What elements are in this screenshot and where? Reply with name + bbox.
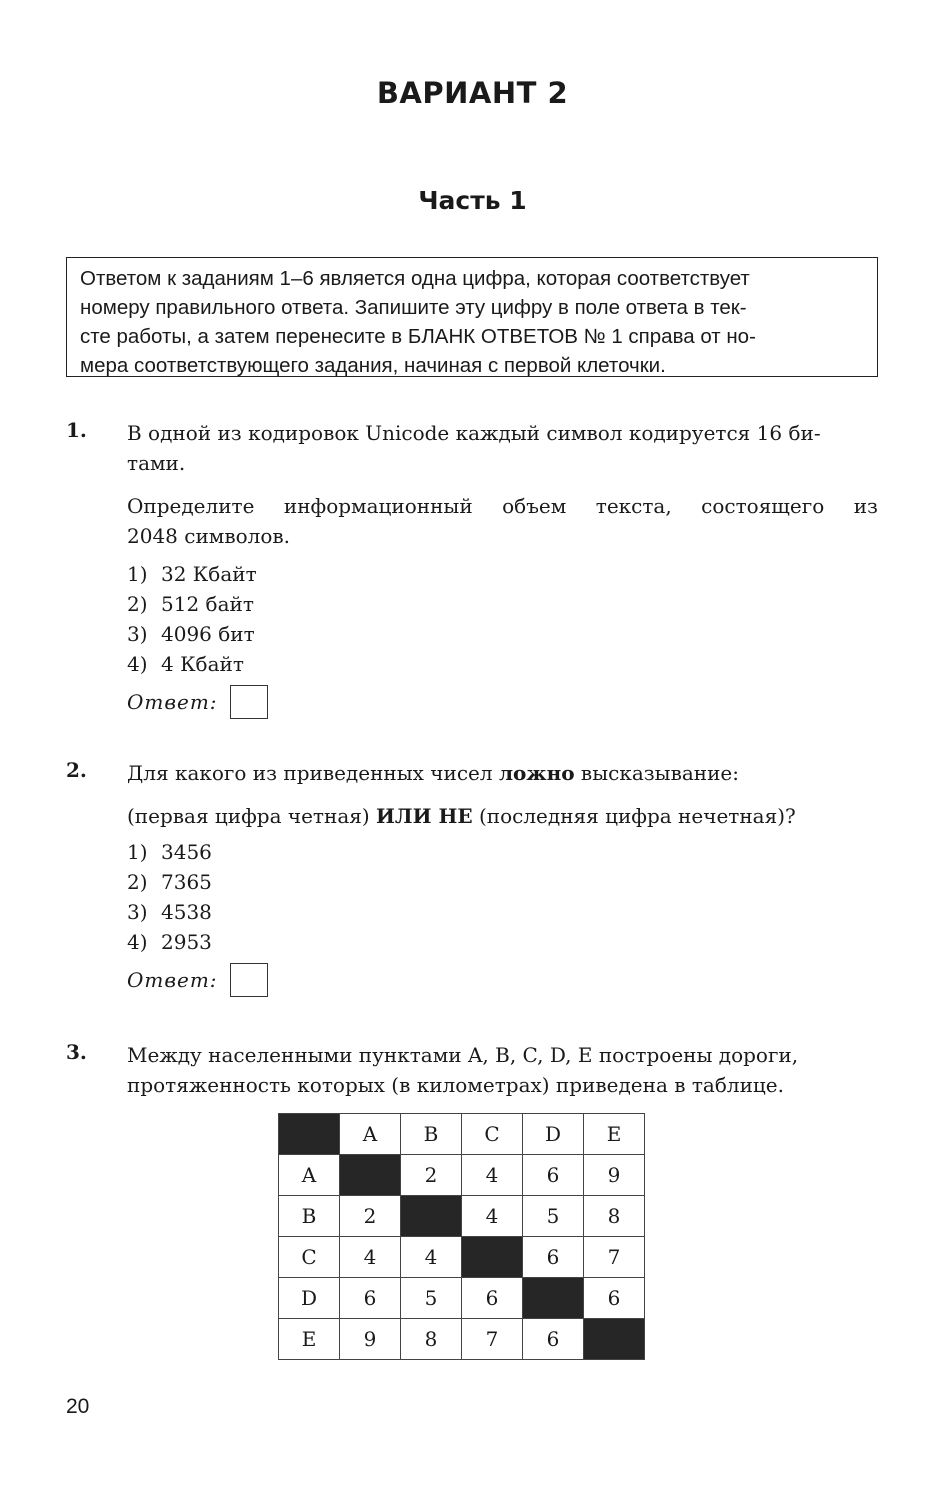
option-item (127, 867, 878, 897)
table-cell: 9 (340, 1319, 401, 1360)
question-word: состоящего (701, 494, 825, 518)
table-cell: 8 (401, 1319, 462, 1360)
task-number: 1. (66, 418, 87, 442)
option-number: 1) (127, 840, 148, 864)
table-row-label: D (279, 1278, 340, 1319)
answer-label: Ответ: (127, 690, 218, 714)
table-header-cell: E (584, 1114, 645, 1155)
table-cell: 6 (462, 1278, 523, 1319)
option-item (127, 559, 878, 589)
task-body (127, 758, 878, 997)
question-word: информационный (283, 494, 473, 518)
table-diagonal-cell (584, 1319, 645, 1360)
table-row-label: B (279, 1196, 340, 1237)
options-list (127, 837, 878, 957)
table-row-label: C (279, 1237, 340, 1278)
option-text: 4 Кбайт (161, 652, 244, 676)
table-cell: 7 (584, 1237, 645, 1278)
answer-label: Ответ: (127, 968, 218, 992)
table-cell: 7 (462, 1319, 523, 1360)
option-number: 1) (127, 562, 148, 586)
table-cell: 6 (340, 1278, 401, 1319)
task-body (127, 1040, 878, 1100)
table-cell: 4 (462, 1196, 523, 1237)
task-text-line: Между населенными пунктами A, B, C, D, E построены дороги, (127, 1043, 799, 1067)
variant-title: ВАРИАНТ 2 (376, 76, 569, 110)
table-row (279, 1237, 645, 1278)
table-row (279, 1155, 645, 1196)
option-number: 2) (127, 870, 148, 894)
task-number: 3. (66, 1040, 87, 1064)
instruction-box (66, 257, 878, 377)
table-cell: 4 (401, 1237, 462, 1278)
table-row (279, 1278, 645, 1319)
option-item (127, 589, 878, 619)
task-number: 2. (66, 758, 87, 782)
table-header-cell: A (340, 1114, 401, 1155)
options-list (127, 559, 878, 679)
task-text-line: протяженность которых (в километрах) приведена в таблице. (127, 1073, 784, 1097)
table-header-cell: D (523, 1114, 584, 1155)
instruction-line: номеру правильного ответа. Запишите эту цифру в поле ответа в тек- (80, 296, 747, 319)
instruction-line: сте работы, а затем перенесите в БЛАНК ОТВЕТОВ № 1 справа от но- (80, 325, 756, 348)
question-word: текста, (595, 494, 672, 518)
option-number: 4) (127, 652, 148, 676)
task-text-line (127, 758, 878, 788)
table-diagonal-cell (340, 1155, 401, 1196)
text-segment: Для какого из приведенных чисел (127, 761, 499, 785)
table-cell: 4 (340, 1237, 401, 1278)
answer-box[interactable] (230, 963, 268, 997)
answer-box[interactable] (230, 685, 268, 719)
answer-row (127, 963, 878, 997)
table-cell: 4 (462, 1155, 523, 1196)
option-number: 4) (127, 930, 148, 954)
option-text: 7365 (161, 870, 212, 894)
option-text: 2953 (161, 930, 212, 954)
task-body (127, 418, 878, 719)
table-row-label: A (279, 1155, 340, 1196)
option-number: 3) (127, 622, 148, 646)
keyword-or-not: ИЛИ НЕ (376, 804, 473, 828)
table-row (279, 1319, 645, 1360)
table-diagonal-cell (523, 1278, 584, 1319)
option-text: 4538 (161, 900, 212, 924)
distance-table (278, 1113, 645, 1360)
table-cell: 5 (523, 1196, 584, 1237)
instruction-line: Ответом к заданиям 1–6 является одна цифра, которая соответствует (80, 267, 750, 290)
instruction-line: мера соответствующего задания, начиная с первой клеточки. (80, 354, 666, 377)
task-question-line: 2048 символов. (127, 524, 291, 548)
table-cell: 2 (401, 1155, 462, 1196)
table-header-cell: B (401, 1114, 462, 1155)
table-cell: 6 (584, 1278, 645, 1319)
page-number: 20 (66, 1395, 90, 1418)
table-header-cell: C (462, 1114, 523, 1155)
table-diagonal-cell (462, 1237, 523, 1278)
table-diagonal-cell (401, 1196, 462, 1237)
table-cell: 8 (584, 1196, 645, 1237)
table-cell: 2 (340, 1196, 401, 1237)
part-title: Часть 1 (418, 186, 527, 215)
option-item (127, 619, 878, 649)
task-question-line (127, 491, 878, 521)
keyword-false: ложно (498, 761, 575, 785)
table-row-label: E (279, 1319, 340, 1360)
table-cell: 6 (523, 1155, 584, 1196)
table-row (279, 1196, 645, 1237)
table-header-row (279, 1114, 645, 1155)
answer-row (127, 685, 878, 719)
text-segment: (первая цифра четная) (127, 804, 377, 828)
option-text: 32 Кбайт (161, 562, 257, 586)
option-number: 3) (127, 900, 148, 924)
table-cell: 6 (523, 1319, 584, 1360)
option-number: 2) (127, 592, 148, 616)
option-item (127, 927, 878, 957)
text-segment: (последняя цифра нечетная)? (472, 804, 796, 828)
question-word: из (853, 494, 878, 518)
task-text-line: тами. (127, 451, 186, 475)
table-cell: 6 (523, 1237, 584, 1278)
table-corner-cell (279, 1114, 340, 1155)
table-cell: 9 (584, 1155, 645, 1196)
text-segment: высказывание: (574, 761, 739, 785)
option-text: 3456 (161, 840, 212, 864)
table-cell: 5 (401, 1278, 462, 1319)
option-item (127, 837, 878, 867)
option-text: 512 байт (161, 592, 254, 616)
task-text-line: В одной из кодировок Unicode каждый символ кодируется 16 би- (127, 421, 821, 445)
option-item (127, 897, 878, 927)
option-text: 4096 бит (161, 622, 255, 646)
question-word: объем (502, 494, 567, 518)
task-text-line (127, 801, 878, 831)
question-word: Определите (127, 494, 255, 518)
option-item (127, 649, 878, 679)
